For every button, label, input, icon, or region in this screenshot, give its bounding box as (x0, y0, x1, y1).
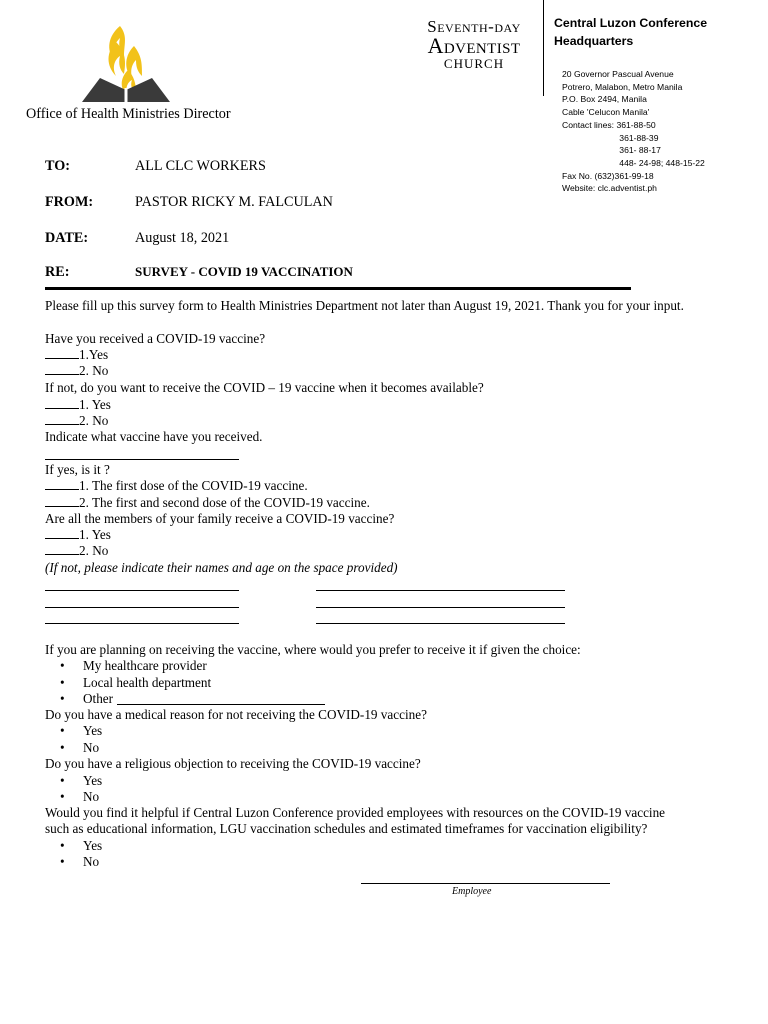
q9-text-line1: Would you find it helpful if Central Luzon Conference provided employees with resources on the COVID-19 vaccine (45, 805, 666, 820)
bullet: • (60, 854, 65, 869)
bullet: • (60, 691, 65, 706)
q8-text: Do you have a religious objection to receiving the COVID-19 vaccine? (45, 756, 421, 771)
employee-signature-label: Employee (452, 886, 492, 897)
q2-yes-blank[interactable] (45, 397, 79, 409)
from-value: PASTOR RICKY M. FALCULAN (135, 194, 333, 210)
q5-text: Are all the members of your family receive a COVID-19 vaccine? (45, 511, 395, 526)
q6-option-other: Other (83, 691, 114, 706)
q9-option-no[interactable]: No (83, 854, 100, 869)
bullet: • (60, 675, 65, 690)
q5-option-yes (45, 527, 111, 543)
family-age-line[interactable] (316, 590, 565, 591)
bullet: • (60, 789, 65, 804)
q5-no-label: 2. No (79, 543, 109, 558)
q2-yes-label: 1. Yes (79, 397, 111, 412)
family-name-line[interactable] (45, 623, 239, 624)
q1-yes-blank[interactable] (45, 347, 79, 359)
q2-option-yes (45, 397, 111, 413)
date-value: August 18, 2021 (135, 230, 230, 246)
bullet: • (60, 658, 65, 673)
q5-no-blank[interactable] (45, 543, 79, 555)
bullet: • (60, 723, 65, 738)
q6-text: If you are planning on receiving the vaccine, where would you prefer to receive it if given the choice: (45, 642, 581, 657)
employee-signature-line[interactable] (361, 883, 610, 884)
date-label: DATE: (45, 230, 89, 246)
q4-option-first (45, 478, 308, 494)
re-label: RE: (45, 264, 70, 280)
q1-text: Have you received a COVID-19 vaccine? (45, 331, 266, 346)
q1-option-yes (45, 347, 108, 363)
q4-first-blank[interactable] (45, 478, 79, 490)
family-age-line[interactable] (316, 607, 565, 608)
header-rule (45, 287, 631, 290)
q3-answer-line[interactable] (45, 459, 239, 460)
to-label: TO: (45, 158, 70, 174)
family-age-line[interactable] (316, 623, 565, 624)
q5-option-no (45, 543, 108, 559)
to-value: ALL CLC WORKERS (135, 158, 266, 174)
bullet: • (60, 773, 65, 788)
office-title: Office of Health Ministries Director (26, 106, 231, 122)
q9-text-line2: such as educational information, LGU vaccination schedules and estimated timeframes for vaccination eligibility? (45, 821, 648, 836)
q8-option-yes[interactable]: Yes (83, 773, 103, 788)
q2-no-label: 2. No (79, 413, 109, 428)
q9-option-yes[interactable]: Yes (83, 838, 103, 853)
hq-address: 20 Governor Pascual Avenue Potrero, Malabon, Metro Manila P.O. Box 2494, Manila Cable 'Celucon Manila' Contact lines: 361-88-50 361-88-39 361- 88-17 448- 24-98; 448-15-22 Fax No. (632)361-99-18 Website: clc.adventist.ph (562, 69, 705, 194)
q3-text: Indicate what vaccine have you received. (45, 429, 263, 444)
q4-text: If yes, is it ? (45, 462, 110, 477)
q5-note: (If not, please indicate their names and age on the space provided) (45, 560, 398, 575)
q6-option-local: Local health department (83, 675, 212, 690)
q4-option-second (45, 495, 370, 511)
q4-first-label: 1. The first dose of the COVID-19 vaccine. (79, 478, 308, 493)
q1-no-label: 2. No (79, 363, 109, 378)
from-label: FROM: (45, 194, 94, 210)
q2-text: If not, do you want to receive the COVID – 19 vaccine when it becomes available? (45, 380, 484, 395)
hq-line1: Central Luzon Conference (554, 16, 708, 30)
q1-yes-label: 1.Yes (79, 347, 109, 362)
sda-logo-icon (80, 22, 172, 104)
q1-no-blank[interactable] (45, 363, 79, 375)
re-value: SURVEY - COVID 19 VACCINATION (135, 264, 353, 279)
header-divider (543, 0, 544, 96)
bullet: • (60, 740, 65, 755)
survey-intro: Please fill up this survey form to Health Ministries Department not later than August 19, 2021. Thank you for your input. (45, 298, 684, 313)
church-wordmark-line2: Adventist (427, 33, 521, 58)
q2-option-no (45, 413, 108, 429)
hq-line2: Headquarters (554, 34, 634, 48)
church-wordmark (408, 18, 540, 70)
q7-option-no[interactable]: No (83, 740, 100, 755)
church-wordmark-line1: Seventh-day (427, 17, 521, 36)
q6-other-line[interactable] (117, 704, 325, 705)
q4-second-label: 2. The first and second dose of the COVID-19 vaccine. (79, 495, 370, 510)
family-name-line[interactable] (45, 590, 239, 591)
q8-option-no[interactable]: No (83, 789, 100, 804)
q4-second-blank[interactable] (45, 495, 79, 507)
hq-title (554, 14, 707, 50)
q6-option-provider: My healthcare provider (83, 658, 207, 673)
q5-yes-label: 1. Yes (79, 527, 111, 542)
q7-option-yes[interactable]: Yes (83, 723, 103, 738)
q2-no-blank[interactable] (45, 413, 79, 425)
church-wordmark-line3: CHURCH (443, 56, 505, 71)
q5-yes-blank[interactable] (45, 527, 79, 539)
family-name-line[interactable] (45, 607, 239, 608)
q1-option-no (45, 363, 108, 379)
bullet: • (60, 838, 65, 853)
q7-text: Do you have a medical reason for not receiving the COVID-19 vaccine? (45, 707, 427, 722)
